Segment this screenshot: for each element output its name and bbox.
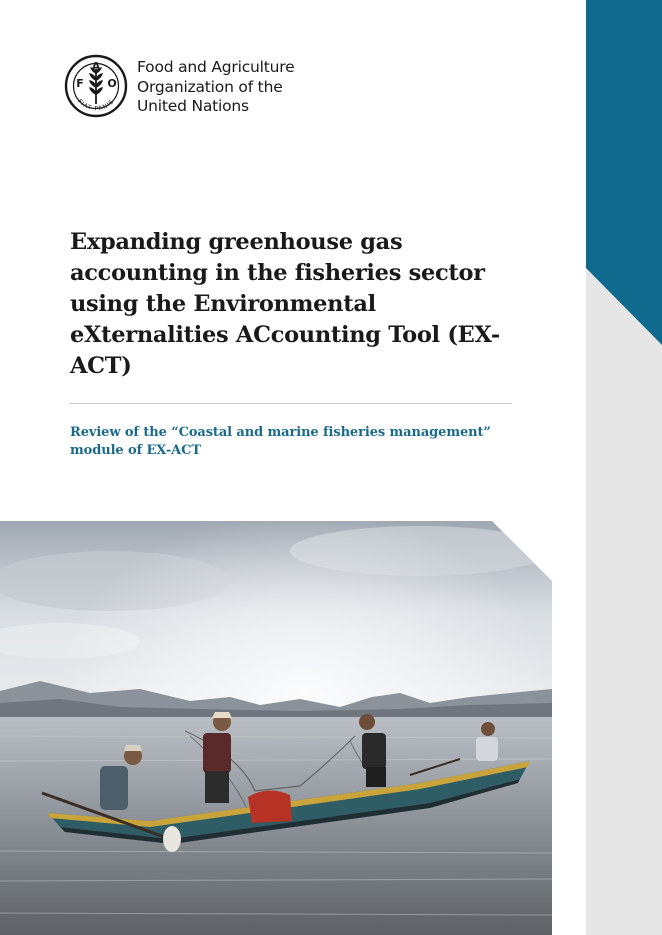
document-title: Expanding greenhouse gas accounting in the fisheries sector using the Environmental eXternalities ACcounting Tool (EX-ACT) [70, 229, 500, 379]
emblem-letter-o: O [107, 77, 117, 90]
organization-name-line: Organization of the [137, 77, 283, 96]
side-accent-band [586, 0, 662, 345]
document-subtitle: Review of the “Coastal and marine fisheries management” module of EX-ACT [70, 425, 491, 458]
fao-logo [64, 54, 304, 120]
fao-emblem-icon [64, 54, 128, 118]
emblem-motto: FIAT PANIS [76, 97, 116, 113]
organization-name-line: United Nations [137, 97, 249, 115]
organization-name-line: Food and Agriculture [137, 58, 295, 76]
emblem-letter-a: A [91, 60, 101, 73]
organization-name [137, 58, 294, 117]
cover-photo-fishermen [0, 521, 552, 935]
emblem-letter-f: F [76, 77, 84, 90]
title-divider [70, 403, 512, 404]
